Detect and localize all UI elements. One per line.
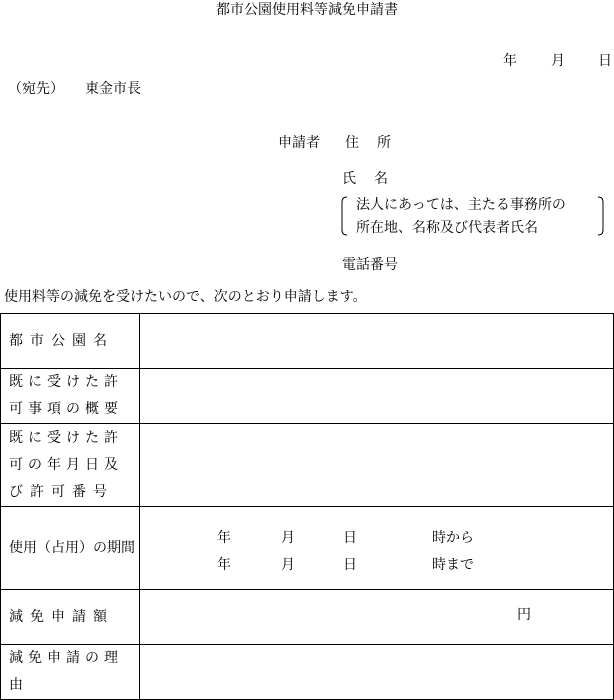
document-title: 都市公園使用料等減免申請書 [216,2,398,18]
table-row [1,645,614,700]
application-table [0,313,614,700]
left-bracket-icon [339,196,348,236]
address-label: 住所 [345,135,409,151]
addressee-prefix: （宛先） [8,81,64,97]
table-row [1,424,614,507]
corporate-note-line1: 法人にあっては、主たる事務所の [356,197,566,213]
prev-permit-date-label-line3: び許可番号 [9,483,114,500]
prev-permit-summary-label-cell [1,369,140,424]
period-from-day: 日 [343,529,357,546]
period-label: 使用（占用）の期間 [9,539,135,556]
prev-permit-date-label-line1: 既に受けた許 [9,429,123,446]
table-row [1,314,614,369]
period-to-month: 月 [281,556,295,573]
amount-unit: 円 [517,607,531,623]
amount-field[interactable] [140,590,614,645]
prev-permit-date-label-cell [1,424,140,507]
period-from-year: 年 [217,529,231,546]
prev-permit-date-field[interactable] [140,424,614,507]
period-to-day: 日 [343,556,357,573]
date-day-label: 日 [598,53,612,69]
prev-permit-summary-label-line1: 既に受けた許 [9,374,123,390]
name-label: 氏名 [342,171,406,187]
right-bracket-icon [597,196,606,236]
park-name-label-cell [1,314,140,369]
period-from-month: 月 [281,529,295,546]
table-row [1,369,614,424]
applicant-label: 申請者 [278,135,320,151]
prev-permit-summary-field[interactable] [140,369,614,424]
period-to-time: 時まで [432,556,474,573]
prev-permit-summary-label-line2: 可事項の概要 [9,401,123,417]
amount-label-cell [1,590,140,645]
period-field[interactable] [140,507,614,590]
date-year-label: 年 [503,53,517,69]
table-row [1,507,614,590]
reason-field[interactable] [140,645,614,700]
period-label-cell [1,507,140,590]
phone-label: 電話番号 [342,257,398,273]
period-to-line [140,551,613,573]
prev-permit-date-label-line2: 可の年月日及 [9,456,123,473]
corporate-note-line2: 所在地、名称及び代表者氏名 [356,220,538,236]
table-row [1,590,614,645]
date-month-label: 月 [551,53,565,69]
period-from-time: 時から [432,529,474,546]
park-name-label: 都市公園名 [9,332,114,349]
intro-text: 使用料等の減免を受けたいので、次のとおり申請します。 [4,289,367,305]
amount-label: 減免申請額 [9,608,114,625]
addressee-name: 東金市長 [85,81,141,97]
park-name-field[interactable] [140,314,614,369]
reason-label-cell [1,645,140,700]
reason-label: 減免申請の理由 [9,650,123,693]
period-from-line [140,524,613,546]
period-to-year: 年 [217,556,231,573]
